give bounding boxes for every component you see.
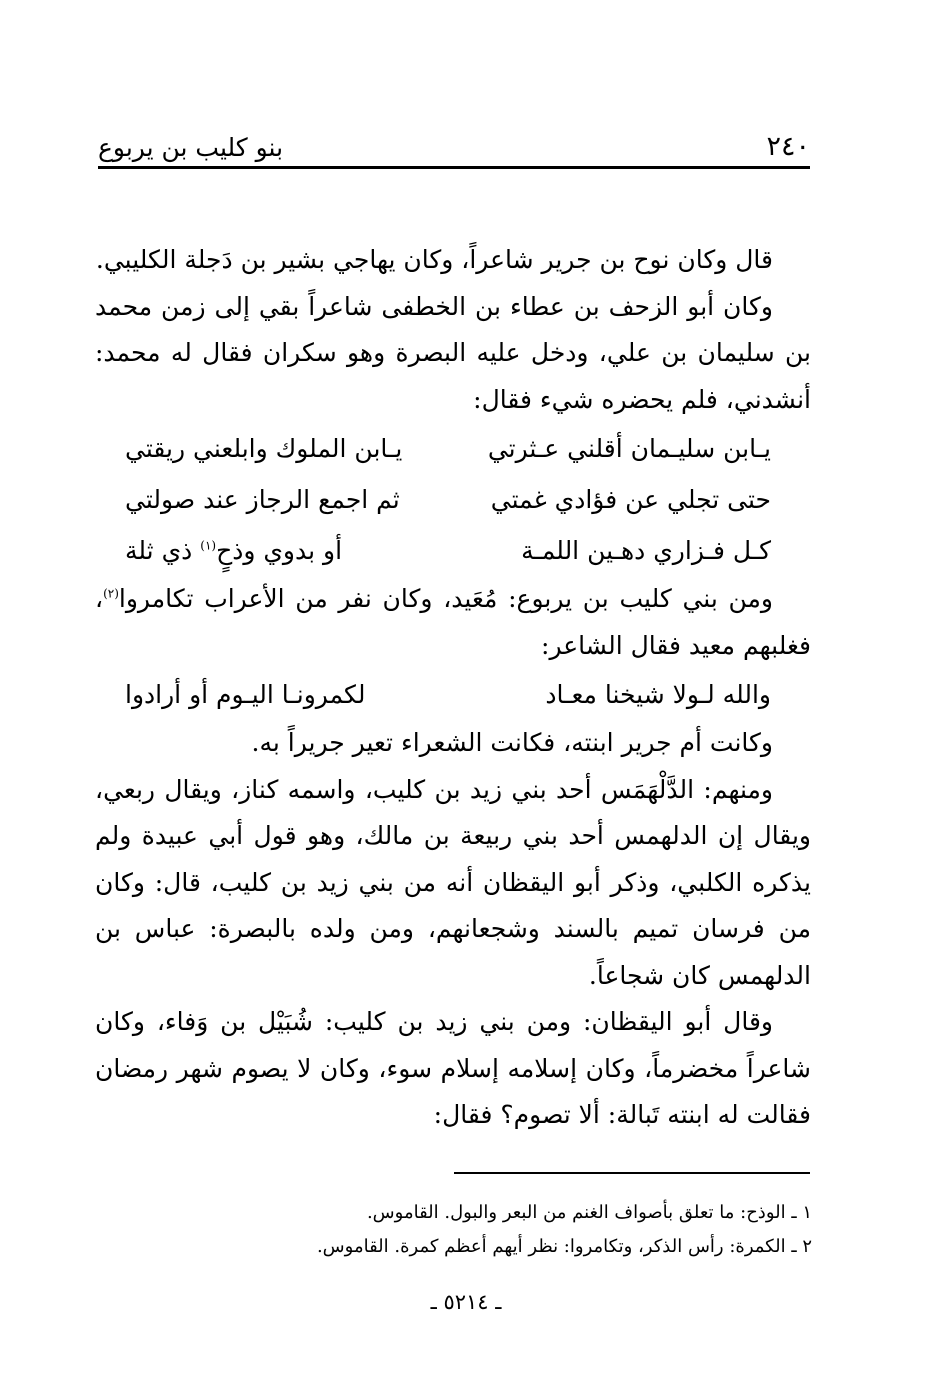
main-text xyxy=(95,237,811,1139)
footnote-rule xyxy=(454,1172,810,1174)
verse-line-1 xyxy=(95,423,811,474)
paragraph-muayd-tail: ، فغلبهم معيد فقال الشاعر: xyxy=(95,584,811,660)
verse-4-second-hemistich: لكمرونـا اليـوم أو أرادوا xyxy=(125,680,366,709)
footnote-2: ٢ ـ الكمرة: رأس الذكر، وتكامروا: نظر أيهم أعظم كمرة. القاموس. xyxy=(316,1236,812,1257)
verse-1-second-hemistich: يـابن الملوك وابلعني ريقتي xyxy=(125,434,403,463)
paragraph-dalhamas: ومنهم: الدَّلْهَمَس أحد بني زيد بن كليب، واسمه كناز، ويقال ربعي، ويقال إن الدلهمس أحد بني ربيعة بن مالك، وهو قول أبي عبيدة ولم يذكره الكلبي، وذكر أبو اليقظان أنه من بني زيد بن كليب، قال: وكان من فرسان تميم بالسند وشجعانهم، ومن ولده بالبصرة: عباس بن الدلهمس كان شجاعاً. xyxy=(95,774,811,990)
verse-3-first-hemistich: كـل فـزاري دهـين اللمـة xyxy=(521,536,771,565)
paragraph-abu-zahf: وكان أبو الزحف بن عطاء بن الخطفى شاعراً بقي إلى زمن محمد بن سليمان بن علي، ودخل عليه البصرة وهو سكران فقال له محمد: أنشدني، فلم يحضره شيء فقال: xyxy=(95,291,811,414)
page-number: ٢٤٠ xyxy=(766,131,810,162)
paragraph-muayd-text: ومن بني كليب بن يربوع: مُعَيد، وكان نفر من الأعراب تكامروا xyxy=(118,584,773,613)
running-title: بنو كليب بن يربوع xyxy=(98,133,284,162)
verse-3-second-hemistich xyxy=(125,525,342,576)
verse-3-text: أو بدوي وذحٍ xyxy=(216,536,343,565)
header-rule xyxy=(98,166,810,169)
footnote-marker-1: (١) xyxy=(200,538,217,553)
paragraph-muayd xyxy=(95,576,811,669)
verse-line-3 xyxy=(95,525,811,576)
paragraph-shubayl: وقال أبو اليقظان: ومن بني زيد بن كليب: شُبَيْل بن وَفاء، وكان شاعراً مخضرماً، وكان إسلامه إسلام سوء، وكان لا يصوم شهر رمضان فقالت له ابنته تَبالة: ألا تصوم؟ فقال: xyxy=(95,1007,811,1129)
verse-2-second-hemistich: ثم اجمع الرجاز عند صولتي xyxy=(125,485,400,514)
paragraph-nuh: قال وكان نوح بن جرير شاعراً، وكان يهاجي بشير بن دَجلة الكليبي. xyxy=(95,245,773,274)
page-header xyxy=(98,118,810,162)
footnotes xyxy=(150,1196,812,1264)
paragraph-jarir-mother: وكانت أم جرير ابنته، فكانت الشعراء تعير جريراً به. xyxy=(251,728,773,757)
verse-3-tail: ذي ثلة xyxy=(125,536,193,565)
verse-4-first-hemistich: والله لـولا شيخنا معـاد xyxy=(545,680,771,709)
folio-number: ـ ٥٢١٤ ـ xyxy=(430,1290,502,1314)
verse-2-first-hemistich: حتى تجلي عن فؤادي غمتي xyxy=(490,485,771,514)
footnote-marker-2: (٢) xyxy=(103,586,119,601)
footnote-1: ١ ـ الوذح: ما تعلق بأصواف الغنم من البعر والبول. القاموس. xyxy=(366,1202,812,1223)
verse-line-2 xyxy=(95,474,811,525)
verse-1-first-hemistich: يـابن سليـمان أقلني عـثرتي xyxy=(487,434,771,463)
verse-line-4 xyxy=(95,669,811,720)
